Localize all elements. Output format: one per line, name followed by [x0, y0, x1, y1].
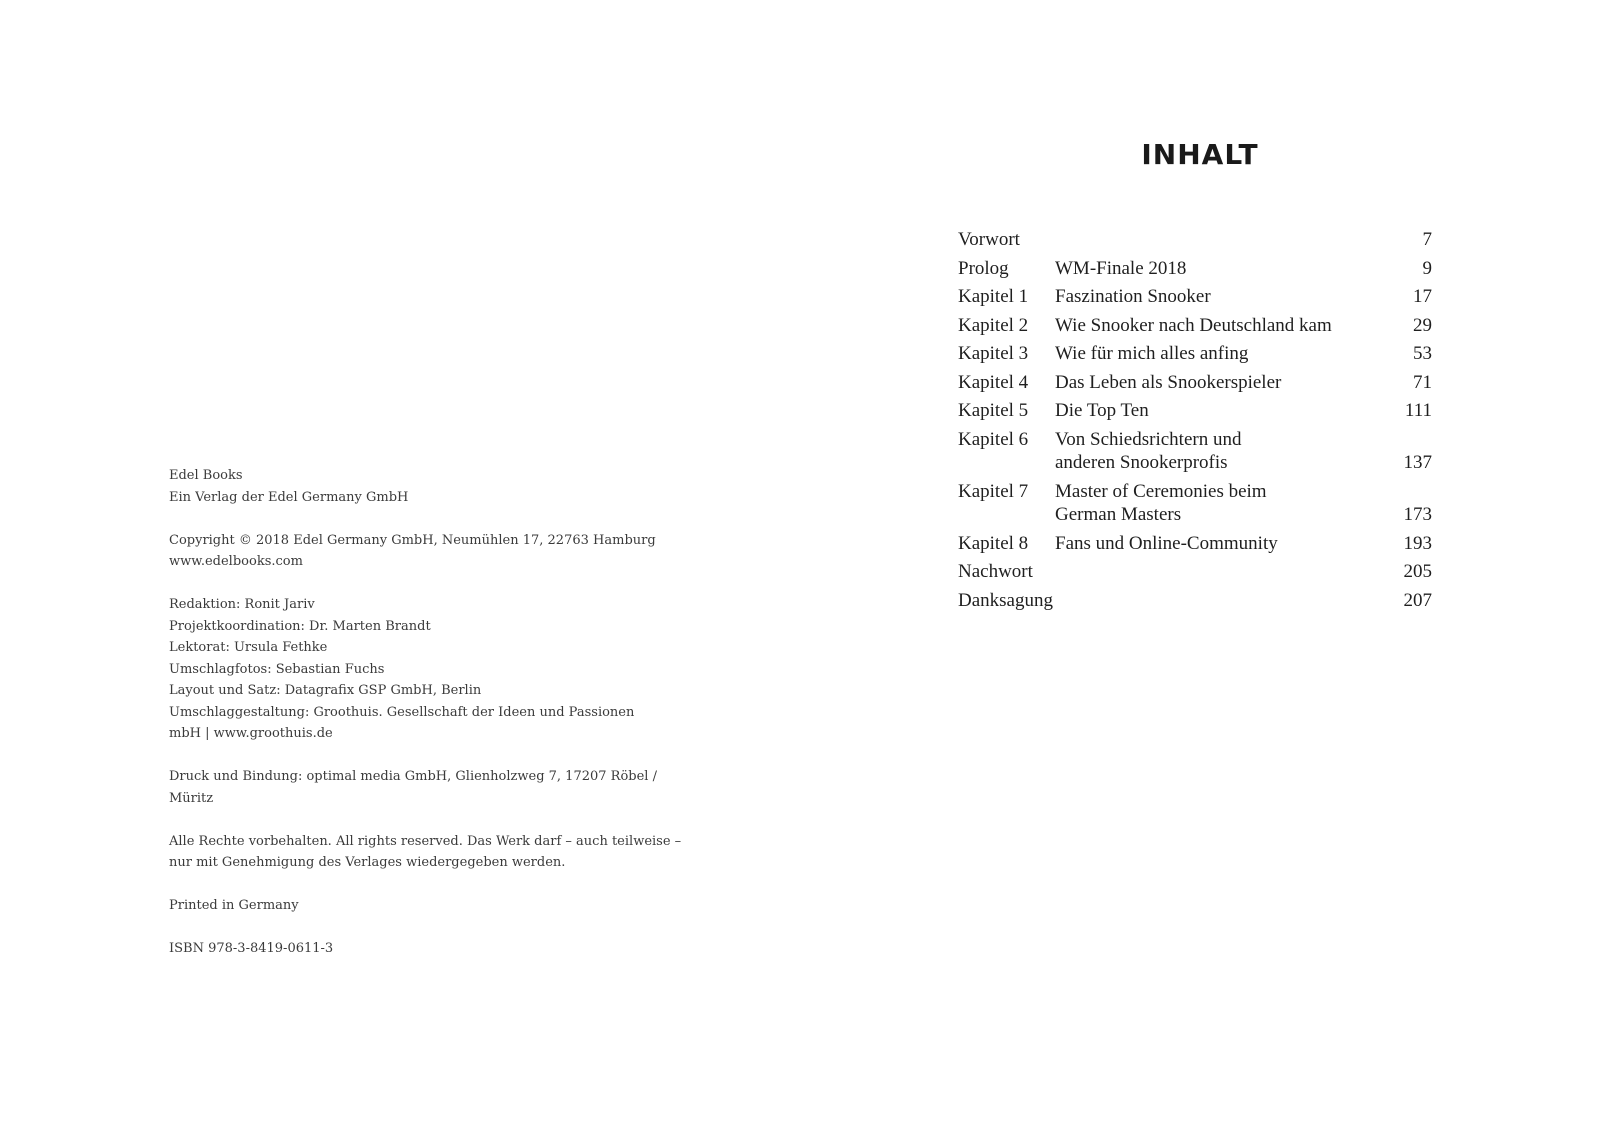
toc-entry-title — [1055, 589, 1380, 613]
imprint-line: Umschlaggestaltung: Groothuis. Gesellschaft der Ideen und Passionen — [169, 704, 635, 720]
imprint-page — [169, 465, 682, 981]
imprint-line: Copyright © 2018 Edel Germany GmbH, Neumühlen 17, 22763 Hamburg — [169, 532, 656, 548]
toc-entry — [958, 399, 1432, 423]
imprint-line: Layout und Satz: Datagrafix GSP GmbH, Berlin — [169, 683, 482, 698]
imprint-line: Umschlagfotos: Sebastian Fuchs — [169, 661, 385, 677]
imprint-line: mbH | www.groothuis.de — [169, 726, 333, 741]
toc-entry-title-line: Wie Snooker nach Deutschland kam — [1055, 314, 1332, 336]
toc-entry — [958, 314, 1432, 338]
toc-entry — [958, 560, 1432, 584]
toc-entry-label: Kapitel 1 — [958, 286, 1029, 307]
toc-entry-page-number: 205 — [1403, 561, 1432, 582]
toc-entry-page-number: 17 — [1413, 286, 1432, 307]
toc-entry-page-number: 29 — [1413, 314, 1432, 336]
toc-entry-label: Danksagung — [958, 589, 1053, 611]
toc-entry-label: Kapitel 4 — [958, 371, 1029, 393]
toc-entry — [958, 589, 1432, 613]
toc-entry-title — [1055, 532, 1380, 556]
imprint-line: Alle Rechte vorbehalten. All rights reserved. Das Werk darf – auch teilweise – — [169, 833, 682, 849]
toc-entry — [958, 428, 1432, 475]
toc-entry-title-line: Von Schiedsrichtern und — [1055, 428, 1242, 450]
toc-entry-label: Kapitel 6 — [958, 428, 1029, 450]
toc-entry-title-line — [1055, 589, 1380, 613]
imprint-line: Redaktion: Ronit Jariv — [169, 597, 315, 612]
toc-entry — [958, 371, 1432, 395]
imprint-isbn: ISBN 978-3-8419-0611-3 — [169, 941, 334, 956]
toc-entry-title-line — [1055, 228, 1380, 252]
toc-entry-label: Kapitel 2 — [958, 314, 1029, 336]
toc-entry-title — [1055, 428, 1380, 475]
imprint-line: Lektorat: Ursula Fethke — [169, 640, 328, 655]
toc-entry-label: Kapitel 8 — [958, 532, 1029, 554]
toc-entry-page-number: 173 — [1403, 504, 1432, 525]
toc-entry-title-line: Wie für mich alles anfing — [1055, 343, 1249, 364]
toc-entry-label: Prolog — [958, 257, 1009, 279]
toc-entry-label: Vorwort — [958, 229, 1020, 250]
toc-entry-label: Kapitel 7 — [958, 480, 1029, 502]
toc-entry-title — [1055, 342, 1380, 366]
toc-entry-title — [1055, 560, 1380, 584]
toc-entry — [958, 257, 1432, 281]
imprint-line: Edel Books — [169, 468, 243, 483]
toc-entry-title-line: WM-Finale 2018 — [1055, 257, 1187, 279]
imprint-line: Müritz — [169, 790, 214, 806]
toc-entry-title — [1055, 285, 1380, 309]
toc-entry-title-line: German Masters — [1055, 504, 1182, 525]
toc-entry-title-line: anderen Snookerprofis — [1055, 452, 1228, 473]
toc-entry-page-number: 207 — [1403, 589, 1432, 611]
toc-entry-title-line: Fans und Online-Community — [1055, 532, 1278, 554]
imprint-rights-block — [169, 831, 682, 874]
toc-entry-title — [1055, 399, 1380, 423]
toc-entry-title — [1055, 257, 1380, 281]
toc-entry-label: Kapitel 3 — [958, 343, 1029, 364]
toc-entry-page-number: 9 — [1422, 257, 1432, 279]
toc-entry-page-number: 71 — [1413, 371, 1432, 393]
toc-entry-page-number: 193 — [1403, 532, 1432, 554]
imprint-publisher-block — [169, 465, 639, 508]
imprint-line: nur mit Genehmigung des Verlages wiedergegeben werden. — [169, 855, 566, 870]
table-of-contents — [958, 228, 1432, 617]
imprint-credits-block — [169, 594, 639, 745]
toc-entry-page-number: 53 — [1413, 343, 1432, 364]
toc-entry — [958, 228, 1432, 252]
imprint-line: Ein Verlag der Edel Germany GmbH — [169, 489, 409, 505]
toc-entry — [958, 342, 1432, 366]
toc-entry-label: Nachwort — [958, 561, 1033, 582]
toc-entry-label: Kapitel 5 — [958, 400, 1029, 421]
toc-entry-title — [1055, 371, 1380, 395]
imprint-line: Printed in Germany — [169, 898, 299, 913]
imprint-printing-block — [169, 766, 657, 809]
imprint-line: Projektkoordination: Dr. Marten Brandt — [169, 618, 431, 634]
toc-entry-page-number: 111 — [1404, 400, 1432, 421]
toc-title: INHALT — [1141, 138, 1259, 171]
toc-entry-title-line: Faszination Snooker — [1055, 286, 1211, 307]
toc-entry-title — [1055, 228, 1380, 252]
toc-entry — [958, 285, 1432, 309]
toc-entry-title — [1055, 314, 1380, 338]
toc-entry-title-line: Master of Ceremonies beim — [1055, 480, 1267, 502]
imprint-line: www.edelbooks.com — [169, 554, 303, 569]
imprint-isbn-block — [169, 938, 639, 960]
toc-entry-title — [1055, 480, 1380, 527]
toc-entry-page-number: 137 — [1403, 452, 1432, 473]
toc-entry-title-line — [1055, 560, 1380, 584]
imprint-line: Druck und Bindung: optimal media GmbH, Glienholzweg 7, 17207 Röbel / — [169, 769, 657, 784]
toc-entry-page-number: 7 — [1422, 229, 1432, 250]
toc-entry-title-line: Das Leben als Snookerspieler — [1055, 371, 1282, 393]
imprint-printed-block — [169, 895, 639, 917]
imprint-copyright-block — [169, 530, 656, 573]
toc-entry — [958, 480, 1432, 527]
toc-entry-title-line: Die Top Ten — [1055, 400, 1149, 421]
toc-entry — [958, 532, 1432, 556]
